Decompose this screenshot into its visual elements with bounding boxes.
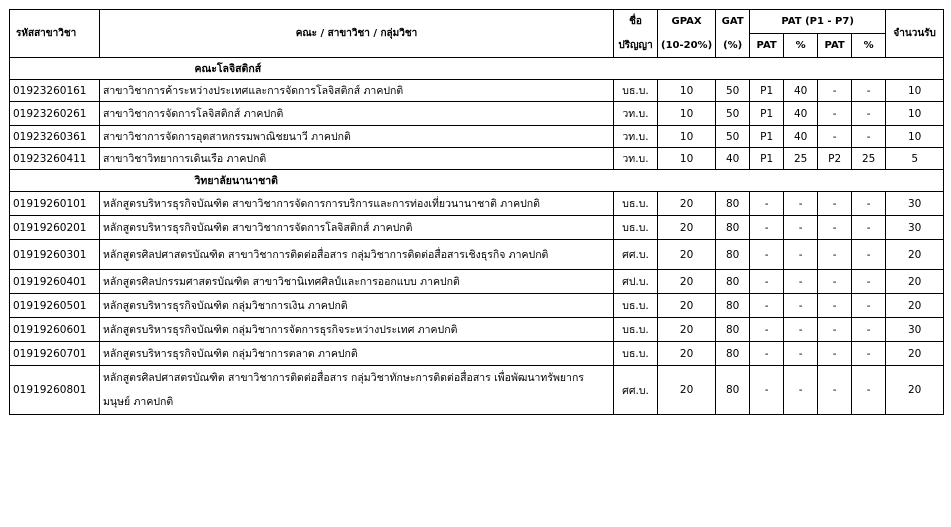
program-name: สาขาวิชาการค้าระหว่างประเทศและการจัดการโลจิสติกส์ ภาคปกติ [100,80,614,102]
pat1-cell: P1 [750,80,784,102]
table-row [10,126,944,148]
program-code: 01919260101 [10,192,100,216]
gat-cell: 80 [716,270,750,294]
pct2-cell: - [852,366,886,415]
program-code: 01919260801 [10,366,100,415]
header-degree: ชื่อ [614,10,658,34]
pct1-cell: - [784,192,818,216]
program-code: 01923260361 [10,126,100,148]
pat1-cell: - [750,342,784,366]
seats-cell: 20 [886,366,944,415]
degree-cell: ศศ.บ. [614,366,658,415]
program-name: สาขาวิชาการจัดการโลจิสติกส์ ภาคปกติ [100,102,614,126]
pct1-cell: - [784,366,818,415]
gat-cell: 80 [716,192,750,216]
table-row [10,80,944,102]
pct1-cell: - [784,270,818,294]
pat2-cell: - [818,126,852,148]
header-degree-sub: ปริญญา [614,34,658,58]
program-name: หลักสูตรบริหารธุรกิจบัณฑิต กลุ่มวิชาการเงิน ภาคปกติ [100,294,614,318]
pat2-cell: P2 [818,148,852,170]
pat2-cell: - [818,216,852,240]
gat-cell: 50 [716,80,750,102]
pat1-cell: - [750,366,784,415]
degree-cell: บธ.บ. [614,294,658,318]
table-row [10,192,944,216]
pct1-cell: - [784,294,818,318]
pat1-cell: - [750,240,784,270]
gpax-cell: 20 [658,342,716,366]
pct2-cell: - [852,294,886,318]
gpax-cell: 20 [658,366,716,415]
program-code: 01923260261 [10,102,100,126]
degree-cell: บธ.บ. [614,318,658,342]
program-code: 01919260601 [10,318,100,342]
header-gat: GAT [716,10,750,34]
seats-cell: 20 [886,240,944,270]
header-gpax-sub: (10-20%) [658,34,716,58]
table-body [10,58,944,415]
gat-cell: 80 [716,294,750,318]
table-row [10,240,944,270]
pct2-cell: - [852,318,886,342]
table-row [10,366,944,415]
pct2-cell: - [852,80,886,102]
program-code: 01923260411 [10,148,100,170]
pat1-cell: P1 [750,148,784,170]
pct2-cell: - [852,240,886,270]
pct1-cell: 40 [784,102,818,126]
program-name: หลักสูตรบริหารธุรกิจบัณฑิต สาขาวิชาการจัดการโลจิสติกส์ ภาคปกติ [100,216,614,240]
program-name: หลักสูตรบริหารธุรกิจบัณฑิต กลุ่มวิชาการตลาด ภาคปกติ [100,342,614,366]
seats-cell: 30 [886,192,944,216]
pat2-cell: - [818,342,852,366]
header-seats: จำนวนรับ [886,10,944,58]
gpax-cell: 10 [658,80,716,102]
pat2-cell: - [818,80,852,102]
pat2-cell: - [818,318,852,342]
gpax-cell: 20 [658,240,716,270]
seats-cell: 20 [886,294,944,318]
gpax-cell: 20 [658,318,716,342]
degree-cell: วท.บ. [614,126,658,148]
gat-cell: 40 [716,148,750,170]
table-row [10,102,944,126]
program-name: หลักสูตรบริหารธุรกิจบัณฑิต กลุ่มวิชาการจัดการธุรกิจระหว่างประเทศ ภาคปกติ [100,318,614,342]
gpax-cell: 20 [658,270,716,294]
pct2-cell: - [852,192,886,216]
pct1-cell: 40 [784,126,818,148]
pat1-cell: - [750,318,784,342]
gpax-cell: 20 [658,216,716,240]
table-row [10,148,944,170]
program-name: หลักสูตรศิลปศาสตรบัณฑิต สาขาวิชาการติดต่อสื่อสาร กลุ่มวิชาการติดต่อสื่อสารเชิงธุรกิจ ภาคปกติ [100,240,614,270]
pct2-cell: 25 [852,148,886,170]
table-row [10,216,944,240]
seats-cell: 10 [886,80,944,102]
admission-table [9,9,944,415]
header-pct-b: % [852,34,886,58]
degree-cell: ศศ.บ. [614,240,658,270]
seats-cell: 30 [886,216,944,240]
pat1-cell: P1 [750,102,784,126]
faculty-blank-cell [10,170,100,192]
program-code: 01919260701 [10,342,100,366]
header-gpax: GPAX [658,10,716,34]
pct1-cell: - [784,318,818,342]
faculty-title: คณะโลจิสติกส์ [100,58,944,80]
pat2-cell: - [818,240,852,270]
gat-cell: 50 [716,102,750,126]
header-code: รหัสสาขาวิชา [10,10,100,58]
pat1-cell: - [750,216,784,240]
pat1-cell: - [750,294,784,318]
pct1-cell: 40 [784,80,818,102]
program-code: 01919260401 [10,270,100,294]
degree-cell: บธ.บ. [614,216,658,240]
gpax-cell: 10 [658,126,716,148]
pct2-cell: - [852,270,886,294]
program-name: หลักสูตรศิลปกรรมศาสตรบัณฑิต สาขาวิชานิเทศศิลป์และการออกแบบ ภาคปกติ [100,270,614,294]
gat-cell: 80 [716,318,750,342]
table-row [10,318,944,342]
faculty-blank-cell [10,58,100,80]
degree-cell: บธ.บ. [614,192,658,216]
program-name: สาขาวิชาการจัดการอุตสาหกรรมพาณิชยนาวี ภาคปกติ [100,126,614,148]
header-gat-sub: (%) [716,34,750,58]
header-pat-a: PAT [750,34,784,58]
header-pat-group: PAT (P1 - P7) [750,10,886,34]
pct1-cell: - [784,240,818,270]
table-row [10,294,944,318]
seats-cell: 10 [886,126,944,148]
pat1-cell: P1 [750,126,784,148]
pct2-cell: - [852,126,886,148]
pct2-cell: - [852,102,886,126]
degree-cell: วท.บ. [614,102,658,126]
pct2-cell: - [852,216,886,240]
program-code: 01919260301 [10,240,100,270]
pat2-cell: - [818,294,852,318]
gat-cell: 80 [716,240,750,270]
gat-cell: 80 [716,216,750,240]
pat2-cell: - [818,102,852,126]
degree-cell: บธ.บ. [614,80,658,102]
header-pat-b: PAT [818,34,852,58]
pct2-cell: - [852,342,886,366]
gpax-cell: 10 [658,148,716,170]
seats-cell: 20 [886,270,944,294]
faculty-title: วิทยาลัยนานาชาติ [100,170,944,192]
degree-cell: วท.บ. [614,148,658,170]
program-name: สาขาวิชาวิทยาการเดินเรือ ภาคปกติ [100,148,614,170]
gpax-cell: 20 [658,192,716,216]
gat-cell: 50 [716,126,750,148]
program-code: 01923260161 [10,80,100,102]
degree-cell: บธ.บ. [614,342,658,366]
table-row [10,270,944,294]
table-row [10,342,944,366]
header-pct-a: % [784,34,818,58]
seats-cell: 30 [886,318,944,342]
pat1-cell: - [750,192,784,216]
pct1-cell: - [784,342,818,366]
program-name: หลักสูตรศิลปศาสตรบัณฑิต สาขาวิชาการติดต่อสื่อสาร กลุ่มวิชาทักษะการติดต่อสื่อสาร เพื่อพัฒนาทรัพยากรมนุษย์ ภาคปกติ [100,366,614,415]
gpax-cell: 10 [658,102,716,126]
pct1-cell: - [784,216,818,240]
pat1-cell: - [750,270,784,294]
gat-cell: 80 [716,342,750,366]
seats-cell: 5 [886,148,944,170]
gpax-cell: 20 [658,294,716,318]
faculty-row [10,58,944,80]
pat2-cell: - [818,366,852,415]
program-code: 01919260201 [10,216,100,240]
seats-cell: 10 [886,102,944,126]
pat2-cell: - [818,270,852,294]
program-code: 01919260501 [10,294,100,318]
header-program: คณะ / สาขาวิชา / กลุ่มวิชา [100,10,614,58]
gat-cell: 80 [716,366,750,415]
seats-cell: 20 [886,342,944,366]
program-name: หลักสูตรบริหารธุรกิจบัณฑิต สาขาวิชาการจัดการการบริการและการท่องเที่ยวนานาชาติ ภาคปกติ [100,192,614,216]
pat2-cell: - [818,192,852,216]
faculty-row [10,170,944,192]
pct1-cell: 25 [784,148,818,170]
degree-cell: ศป.บ. [614,270,658,294]
